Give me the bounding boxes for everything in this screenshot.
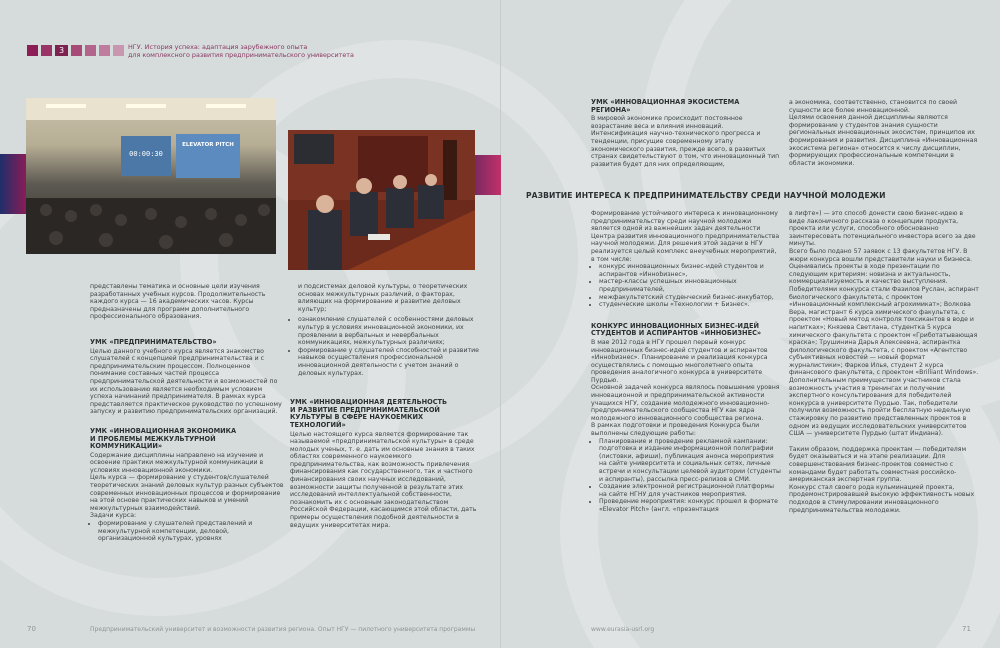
main-heading: РАЗВИТИЕ ИНТЕРЕСА К ПРЕДПРИНИМАТЕЛЬСТВУ СРЕДИ НАУЧНОЙ МОЛОДЕЖИ — [526, 191, 886, 200]
marker-square — [85, 45, 96, 56]
title-line: КОММУНИКАЦИИ» — [90, 442, 163, 451]
list-item: • Создание электронной регистрационной платформы на сайте НГНУ для участников мероприятия. — [599, 483, 781, 498]
section-title-ecosystem — [591, 99, 781, 114]
list-item: • мастер-классы успешных инновационных предпринимателей, — [599, 278, 781, 293]
header-color-markers — [27, 45, 124, 56]
entrepreneurship-text: Целью данного учебного курса является знакомство слушателей с концепцией предпринимательства и с предпринимательским процессом. Полноценное понимание составных частей процесса предпринимательской деятельности и возможностей по их использованию является необходимым условием успеха начинаний предпринимателя. В рамках курса представляется практическое руководство по успешному запуску и развитию предпринимательских организаций. — [90, 347, 282, 416]
list-item: • Проведение мероприятия: конкурс прошел в формате «Elevator Pitch» (англ. «презентация — [599, 498, 781, 513]
footer-url: www.eurasia-usrl.org — [591, 626, 655, 633]
right-top-column-2 — [789, 99, 979, 170]
list-item: • формирование у слушателей способностей и развитие навыков осуществления профессиональной инновационной деятельности с учетом знаний о деловых культурах. — [298, 347, 485, 377]
conference-hall-illustration — [26, 98, 276, 254]
title-line: КОНКУРС ИННОВАЦИОННЫХ БИЗНЕС-ИДЕЙ — [591, 321, 759, 330]
section-title-innovation-economy — [90, 428, 285, 451]
photo-conference-hall — [26, 98, 276, 254]
elevator-pitch-text: в лифте») — это способ донести свою бизнес-идею в виде лаконичного рассказа о концепции продукта, проекта или услуги, способного обоснованно заинтересовать потенциального инвестора всего за две минуты. — [789, 210, 976, 248]
title-line: ТЕХНОЛОГИЙ» — [290, 420, 346, 429]
title-line: И ПРОБЛЕМЫ МЕЖКУЛЬТУРНОЙ — [90, 434, 216, 443]
continued-text: и подсистемах деловой культуры, о теоретических основах межкультурных различий, о факторах, влияющих на формирование и развитие деловых культур; — [298, 283, 468, 313]
marker-square — [41, 45, 52, 56]
title-line: КУЛЬТУРЫ В СФЕРЕ НАУКОЕМКИХ — [290, 413, 424, 422]
section-title-innovation-activity — [290, 399, 485, 429]
contest-text-1: В мае 2012 года в НГУ прошел первый конкурс инновационных бизнес-идей студентов и аспирантов «Инноbизнес». Планирование и реализация конкурса осуществлялись с помощью многолетнего опыта проведения аналогичного конкурса в университете Пурдью. — [591, 338, 768, 384]
title-line: РЕГИОНА» — [591, 105, 631, 114]
running-header — [128, 43, 368, 59]
project-support: Таким образом, поддержка проектам — победителям будет оказываться и на этапе реализации. Для совершенствования бизнес-проектов совместно с командами будет работать совместная российско-американская экспертная группа. — [789, 445, 967, 484]
page-spine — [500, 0, 501, 648]
decorative-band-right — [475, 155, 501, 195]
intro-paragraph: Формирование устойчивого интереса к инновационному предпринимательству среди научной молодежи является одной из важнейших задач деятельности Центра развития инновационного предпринимательства научной молодежи. Для решения этой задачи в НГУ реализуется целый комплекс внеучебных мероприятий, в том числе: — [591, 210, 780, 263]
photo-meeting-table — [288, 130, 475, 270]
contest-works-list — [591, 438, 781, 514]
right-column-1 — [591, 210, 781, 517]
screen-timer: 00:00:30 — [129, 150, 163, 158]
right-column-2 — [789, 210, 979, 517]
contest-benefits: Дополнительным преимуществом участников стала возможность участия в тренингах и получении экспертного консультирования для победителей конкурса в университете Пурдью. Так, победители получили возможность пройти бесплатную недельную стажировку по развитию представленных проектов в одном из ведущих исследовательских университетов США — университете Пурдью (штат Индиана). — [789, 377, 971, 438]
running-header-line1: НГУ. История успеха: адаптация зарубежного опыта — [128, 43, 308, 51]
footer-left: Предпринимательский университет и возможности развития региона. Опыт НГУ — пилотного университета программы — [90, 626, 476, 633]
list-item: • Планирование и проведение рекламной кампании: подготовка и издание информационной полиграфии (листовки, афиши), публикация анонса мероприятия на сайте университета и социальных сетях, личные встречи и консультации целевой аудитории (студенты и аспиранты), рассылка пресс-релизов в СМИ. — [599, 438, 781, 484]
title-line: УМК «ИННОВАЦИОННАЯ ЭКОСИСТЕМА — [591, 98, 740, 106]
intro-paragraph: представлены тематика и основные цели изучения разработанных учебных курсов. Продолжительность каждого курса — 16 академических часов. Курсы предназначены для программ дополнительного профессионального образования. — [90, 283, 266, 321]
list-item: • ознакомление слушателей с особенностями деловых культур в условиях инновационной экономики, их проявлении в вербальных и невербальных коммуникациях, межкультурных различиях; — [298, 316, 485, 346]
meeting-illustration — [288, 130, 475, 270]
marker-square — [99, 45, 110, 56]
decorative-band-left — [0, 154, 26, 214]
chapter-number: 3 — [55, 45, 68, 56]
marker-square — [71, 45, 82, 56]
course-tasks-list-cont — [290, 316, 485, 377]
left-column-1 — [90, 283, 285, 546]
course-goal: Цель курса — формирование у студентов/слушателей теоретических знаний деловых культур разных субъектов современных инновационных процессов и формирование на этой основе практических навыков и умений межкультурных взаимодействий. — [90, 474, 284, 512]
ecosystem-text: В мировой экономике происходит постоянное возрастание веса и влияния инноваций. Интенсификация научно-технического прогресса и тенденции, присущие современному этапу экономического развития, прежде всего, в развитых странах свидетельствуют о том, что инновационный тип развития будет для них определяющим, — [591, 115, 780, 168]
title-line: СТУДЕНТОВ И АСПИРАНТОВ «ИННОБИЗНЕС» — [591, 329, 762, 338]
running-header-line2: для комплексного развития предпринимательского университета — [128, 51, 354, 59]
section-title-entrepreneurship: УМК «ПРЕДПРИНИМАТЕЛЬСТВО» — [90, 337, 217, 346]
section-title-contest — [591, 323, 781, 338]
list-item: • конкурс инновационных бизнес-идей студентов и аспирантов «Инноbизнес», — [599, 263, 781, 278]
marker-square — [113, 45, 124, 56]
contest-conclusion: Конкурс стал своего рода кульминацией проекта, продемонстрировавшей высокую эффективность новых подходов в стимулировании инновационного предпринимательства молодежи. — [789, 483, 975, 514]
list-item: • формирование у слушателей представлений и межкультурной компетенции, деловой, организационной культурах, уровнях — [98, 520, 285, 543]
contest-text-2: Основной задачей конкурса являлось повышение уровня инновационной и предпринимательской активности учащихся НГУ, создание молодежного инновационно-предпринимательского сообщества НГУ как ядра молодежного инновационного сообщества региона. — [591, 384, 780, 422]
left-column-2 — [290, 283, 485, 532]
screen-title: ELEVATOR PITCH — [182, 142, 234, 148]
innovation-activity-text: Целью настоящего курса является формирование так называемой «предпринимательской культуры» в среде молодых ученых, т. е. дать им основные знания в таких областях современного наукоемкого предпринимательства, как возможность привлечения финансирования как государственного, так и частного финансирования своих научных исследований, возможности защиты полученной в результате этих исследований интеллектуальной собственности, познакомить их с основным законодательством Российской Федерации, касающимся этой области, дать примеры осуществления подобной деятельности в ведущих университетах мира. — [290, 430, 477, 529]
contest-results: Всего было подано 57 заявок с 13 факультетов НГУ. В жюри конкурса вошли представители науки и бизнеса. Оценивались проекты в ходе презентации по следующим критериям: новизна и актуальность, коммерциализуемость и качество выступления. Победителями конкурса стали Фазилов Руслан, аспирант биологического факультета, с проектом «Инновационный комплексный агрохимикат»; Волкова Вера, магистрант 6 курса химического факультета, с проектом «Новый метод контроля токсикантов в воде и напитках»; Князева Светлана, студентка 5 курса химического факультета с проектом «Гриботатывающая краска»; Трушинина Дарья Алексеевна, аспирантка филологического факультета, с проектом «Агентство субъективных новостей — новый формат журналистики»; Фарков Илья, студент 2 курса финансового факультета, с проектом «Brilliant Windows». — [789, 247, 979, 377]
course-tasks-label: Задачи курса: — [90, 512, 137, 520]
list-item: • межфакультетский студенческий бизнес-инкубатор, — [599, 294, 781, 302]
title-line: УМК «ИННОВАЦИОННАЯ ДЕЯТЕЛЬНОСТЬ — [290, 398, 448, 407]
page-number-right: 71 — [962, 625, 971, 633]
activities-list — [591, 263, 781, 309]
right-top-column-1 — [591, 99, 781, 171]
list-item: • студенческие школы «Технологии + Бизнес». — [599, 301, 781, 309]
title-line: УМК «ИННОВАЦИОННАЯ ЭКОНОМИКА — [90, 426, 237, 435]
marker-square — [27, 45, 38, 56]
ecosystem-cont: а экономика, соответственно, становится по своей сущности все более инновационной. — [789, 99, 958, 114]
page-number-left: 70 — [27, 625, 36, 633]
contest-text-3: В рамках подготовки и проведения Конкурса были выполнены следующие работы: — [591, 422, 760, 438]
innovation-economy-text: Содержание дисциплины направлено на изучение и освоение практики межкультурной коммуникации в условиях инновационной экономики. — [90, 451, 264, 474]
ecosystem-goals: Целями освоения данной дисциплины являются формирование у студентов знания сущности региональных инновационных экосистем, принципов их формирования и развития. Дисциплина «Инновационная экосистема региона» относится к числу дисциплин, формирующих профессиональные компетенции в области экономики. — [789, 114, 978, 167]
title-line: И РАЗВИТИЕ ПРЕДПРИНИМАТЕЛЬСКОЙ — [290, 405, 440, 414]
course-tasks-list — [90, 520, 285, 543]
